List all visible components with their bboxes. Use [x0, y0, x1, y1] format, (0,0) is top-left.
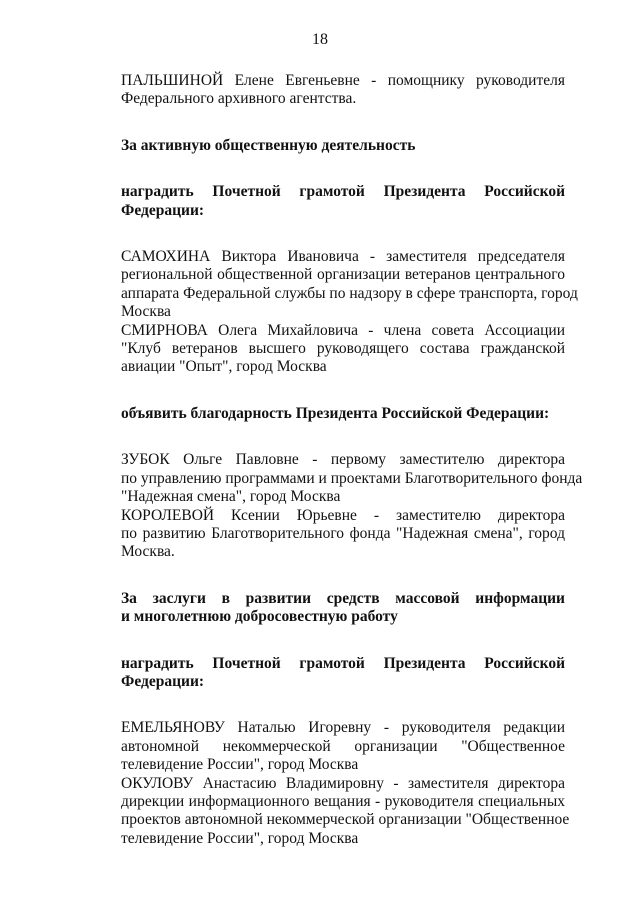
text-line: наградить Почетной грамотой Президента Российской — [121, 654, 565, 672]
text-line: авиации "Опыт", город Москва — [121, 358, 327, 376]
text-line: аппарата Федеральной службы по надзору в сфере транспорта, город — [121, 284, 578, 302]
text-line: За активную общественную деятельность — [121, 136, 416, 154]
text-line: САМОХИНА Виктора Ивановича - заместителя председателя — [121, 248, 565, 266]
text-line: и многолетнюю добросовестную работу — [121, 608, 398, 626]
award-entry-zubok — [81, 451, 583, 506]
text-line: телевидение России", город Москва — [121, 756, 359, 774]
text-line: объявить благодарность Президента Российской Федерации: — [121, 404, 550, 422]
award-entry-koroleva — [81, 507, 565, 562]
text-line: ПАЛЬШИНОЙ Елене Евгеньевне - помощнику руководителя — [121, 72, 565, 89]
text-line: "Надежная смена", город Москва — [121, 488, 341, 506]
award-type-heading — [81, 405, 565, 423]
text-line: дирекции информационного вещания - руководителя специальных — [121, 792, 565, 810]
text-line: наградить Почетной грамотой Президента Российской — [121, 183, 565, 201]
text-line: Федерации: — [121, 201, 205, 219]
text-line: региональной общественной организации ветеранов центрального — [121, 266, 565, 284]
text-line: по развитию Благотворительного фонда "Надежная смена", город — [121, 524, 565, 542]
section-heading-mass-media — [81, 590, 565, 627]
page-number: 18 — [312, 31, 328, 48]
award-entry-emelyanova — [81, 719, 565, 774]
text-line: по управлению программами и проектами Благотворительного фонда — [121, 469, 583, 487]
text-line: Москва — [121, 303, 171, 321]
text-line: проектов автономной некоммерческой организации "Общественное — [121, 811, 570, 829]
text-line: Федерального архивного агентства. — [121, 90, 357, 108]
award-type-heading — [81, 655, 565, 692]
award-entry-samokhin — [81, 248, 578, 322]
text-line: ЕМЕЛЬЯНОВУ Наталью Игоревну - руководителя редакции — [121, 719, 565, 737]
text-line: телевидение России", город Москва — [121, 829, 359, 847]
award-entry-smirnov — [81, 322, 565, 377]
award-entry-palshina — [81, 72, 565, 109]
text-line: автономной некоммерческой организации "Общественное — [121, 737, 565, 755]
text-line: Федерации: — [121, 672, 205, 690]
document-body — [81, 72, 583, 848]
text-line: ЗУБОК Ольге Павловне - первому заместителю директора — [121, 451, 565, 469]
text-line: "Клуб ветеранов высшего руководящего состава гражданской — [121, 340, 565, 358]
text-line: Москва. — [121, 543, 175, 561]
award-type-heading — [81, 183, 565, 220]
text-line: За заслуги в развитии средств массовой информации — [121, 589, 565, 607]
text-line: СМИРНОВА Олега Михайловича - члена совета Ассоциации — [121, 321, 565, 339]
text-line: КОРОЛЕВОЙ Ксении Юрьевне - заместителю директора — [121, 506, 565, 524]
award-entry-okulova — [81, 774, 570, 849]
text-line: ОКУЛОВУ Анастасию Владимировну - заместителя директора — [121, 774, 565, 792]
section-heading-public-activity — [81, 137, 565, 155]
